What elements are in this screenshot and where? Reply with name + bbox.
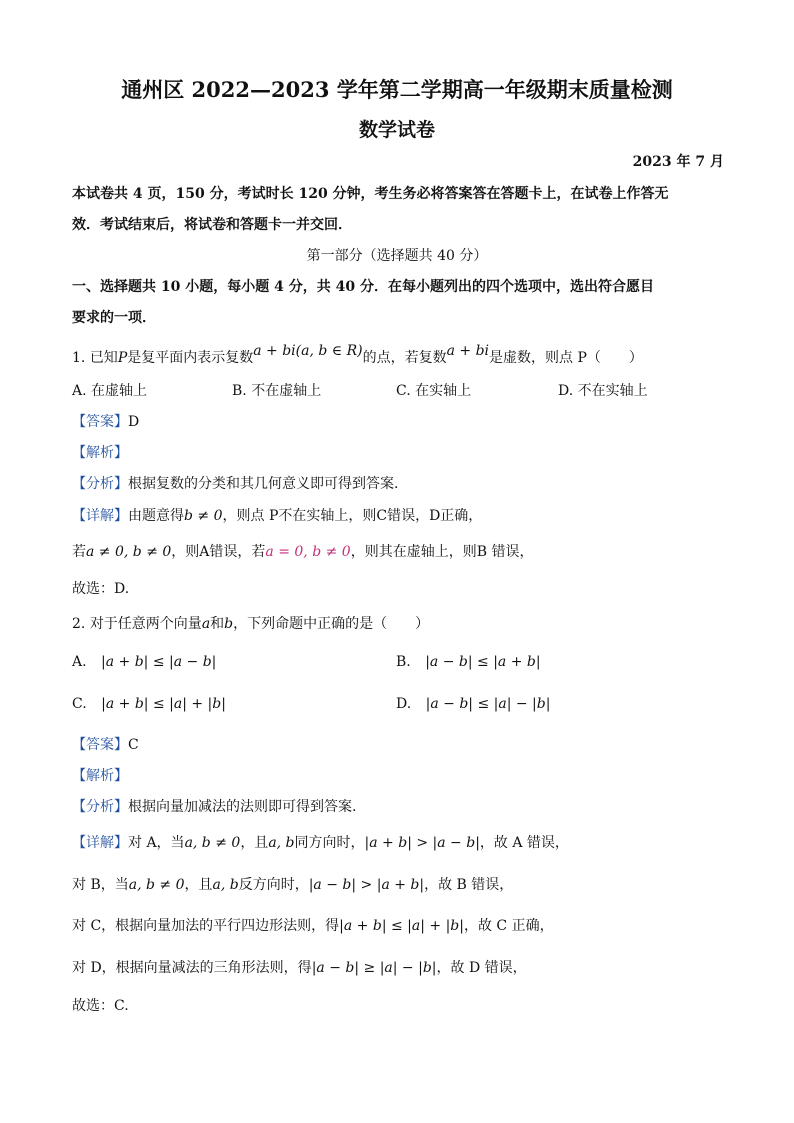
q2-detail-b: 对 B，当a, b ≠ 0，且a, b反方向时，|a − b| > |a + b|，故 B 错误， [72, 877, 514, 893]
q2-detail-a-2: ，且 [240, 835, 269, 851]
q2-and: 和 [210, 616, 225, 632]
exam-subtitle: 数学试卷 [358, 119, 435, 141]
q1-detail-2a: 若 [72, 544, 86, 560]
intro-line-1: 本试卷共 4 页，150 分，考试时长 120 分钟，考生务必将答案答在答题卡上，在试卷上作答无 [72, 186, 669, 202]
q1-text-1: 已知 [89, 350, 118, 366]
q2-fenxi-text: 根据向量加减法的法则即可得到答案. [128, 799, 357, 815]
q2-detail-b-2: ，且 [184, 877, 213, 893]
q1-detail-2b: ，则A错误，若 [171, 544, 266, 560]
q1-answer [72, 411, 139, 431]
q1-text-3: 的点，若复数 [362, 350, 447, 366]
q2-detail-a-1: 对 A，当 [128, 835, 185, 851]
q2-fenxi-tag: 【分析】 [72, 799, 128, 815]
q2-detail-d-1: 对 D，根据向量减法的三角形法则，得 [72, 960, 312, 976]
q1-number: 1. [72, 350, 86, 366]
q2-option-a: A. |a + b| ≤ |a − b| [72, 654, 217, 670]
part1-heading: 第一部分（选择题共 40 分） [306, 248, 488, 264]
q1-complex-expr-2: a + bi [446, 343, 490, 359]
q2-answer [72, 734, 139, 754]
q1-condition: (a, b ∈ R) [295, 343, 363, 359]
intro-line-2: 效．考试结束后，将试卷和答题卡一并交回． [72, 217, 352, 233]
q2-answer-tag: 【答案】 [72, 737, 128, 753]
q1-detail-2 [72, 541, 533, 561]
q1-option-d: D. 不在实轴上 [558, 383, 648, 399]
q1-point-p: P [117, 350, 128, 366]
q2-option-a-label: A. [72, 654, 87, 670]
q1-stem [72, 343, 643, 367]
q2-number: 2. [72, 616, 86, 632]
q2-detail-d: 对 D，根据向量减法的三角形法则，得|a − b| ≥ |a| − |b|，故 D 错误， [72, 960, 527, 976]
q1-text-4: 是虚数，则点 P（ ） [489, 350, 643, 366]
q2-stem [72, 613, 429, 633]
q2-detail-a: 【详解】对 A，当a, b ≠ 0，且a, b同方向时，|a + b| > |a − b|，故 A 错误， [72, 835, 569, 851]
q2-analysis-tag: 【解析】 [72, 768, 128, 784]
q2-fenxi [72, 796, 356, 816]
q2-detail-b-1: 对 B，当 [72, 877, 129, 893]
q2-detail-c-1: 对 C，根据向量加法的平行四边形法则，得 [72, 918, 340, 934]
q1-option-c: C. 在实轴上 [396, 383, 472, 399]
q2-option-b-label: B. [396, 654, 411, 670]
q2-answer-value: C [128, 737, 139, 753]
q2-option-b: B. |a − b| ≤ |a + b| [396, 654, 541, 670]
q1-text-2: 是复平面内表示复数 [127, 350, 254, 366]
q2-option-c-label: C. [72, 696, 87, 712]
q2-detail-c: 对 C，根据向量加法的平行四边形法则，得|a + b| ≤ |a| + |b|，故 C 正确， [72, 918, 554, 934]
q2-detail-c-2: ，故 C 正确， [463, 918, 554, 934]
q2-detail-a-4: ，故 A 错误， [479, 835, 569, 851]
q1-fenxi [72, 473, 398, 493]
q2-detail-b-3: 反方向时， [238, 877, 309, 893]
q1-detail-1b: ，则点 P不在实轴上，则C错误，D正确， [222, 508, 483, 524]
exam-title: 通州区 2022—2023 学年第二学期高一年级期末质量检测 [121, 77, 673, 102]
q2-detail-tag: 【详解】 [72, 835, 128, 851]
exam-date: 2023 年 7 月 [632, 154, 724, 170]
q2-option-d: D. |a − b| ≤ |a| − |b| [396, 696, 551, 712]
q1-detail-1 [72, 505, 482, 525]
q2-option-c: C. |a + b| ≤ |a| + |b| [72, 696, 226, 712]
q2-vector-b: b [224, 616, 234, 632]
q1-detail-1-math: b ≠ 0 [184, 508, 223, 524]
q1-detail-tag: 【详解】 [72, 508, 128, 524]
q1-conclusion: 故选：D. [72, 581, 130, 597]
q1-detail-2c: ，则其在虚轴上，则B 错误， [350, 544, 534, 560]
q2-text-1: 对于任意两个向量 [89, 616, 202, 632]
q2-detail-b-4: ，故 B 错误， [424, 877, 514, 893]
q1-fenxi-tag: 【分析】 [72, 476, 128, 492]
q1-option-a: A. 在虚轴上 [72, 383, 148, 399]
q2-option-d-label: D. [396, 696, 412, 712]
q2-text-2: ，下列命题中正确的是（ ） [233, 616, 430, 632]
q1-option-b: B. 不在虚轴上 [232, 383, 322, 399]
q1-analysis-tag: 【解析】 [72, 445, 128, 461]
part1-instruction-2: 要求的一项． [72, 310, 156, 326]
q1-complex-expr: a + bi [253, 343, 296, 359]
q2-vector-a: a [201, 616, 211, 632]
q2-detail-a-3: 同方向时， [294, 835, 365, 851]
part1-instruction-1: 一、选择题共 10 小题，每小题 4 分，共 40 分．在每小题列出的四个选项中，选出符合愿目 [72, 279, 654, 295]
q1-detail-1a: 由题意得 [128, 508, 184, 524]
q1-answer-value: D [128, 414, 140, 430]
q1-detail-2-math-1: a ≠ 0, b ≠ 0 [86, 544, 172, 560]
q2-conclusion: 故选：C. [72, 998, 129, 1014]
q1-fenxi-text: 根据复数的分类和其几何意义即可得到答案. [128, 476, 399, 492]
q1-detail-2-math-2: a = 0, b ≠ 0 [265, 544, 351, 560]
q2-detail-d-2: ，故 D 错误， [436, 960, 527, 976]
q1-answer-tag: 【答案】 [72, 414, 128, 430]
